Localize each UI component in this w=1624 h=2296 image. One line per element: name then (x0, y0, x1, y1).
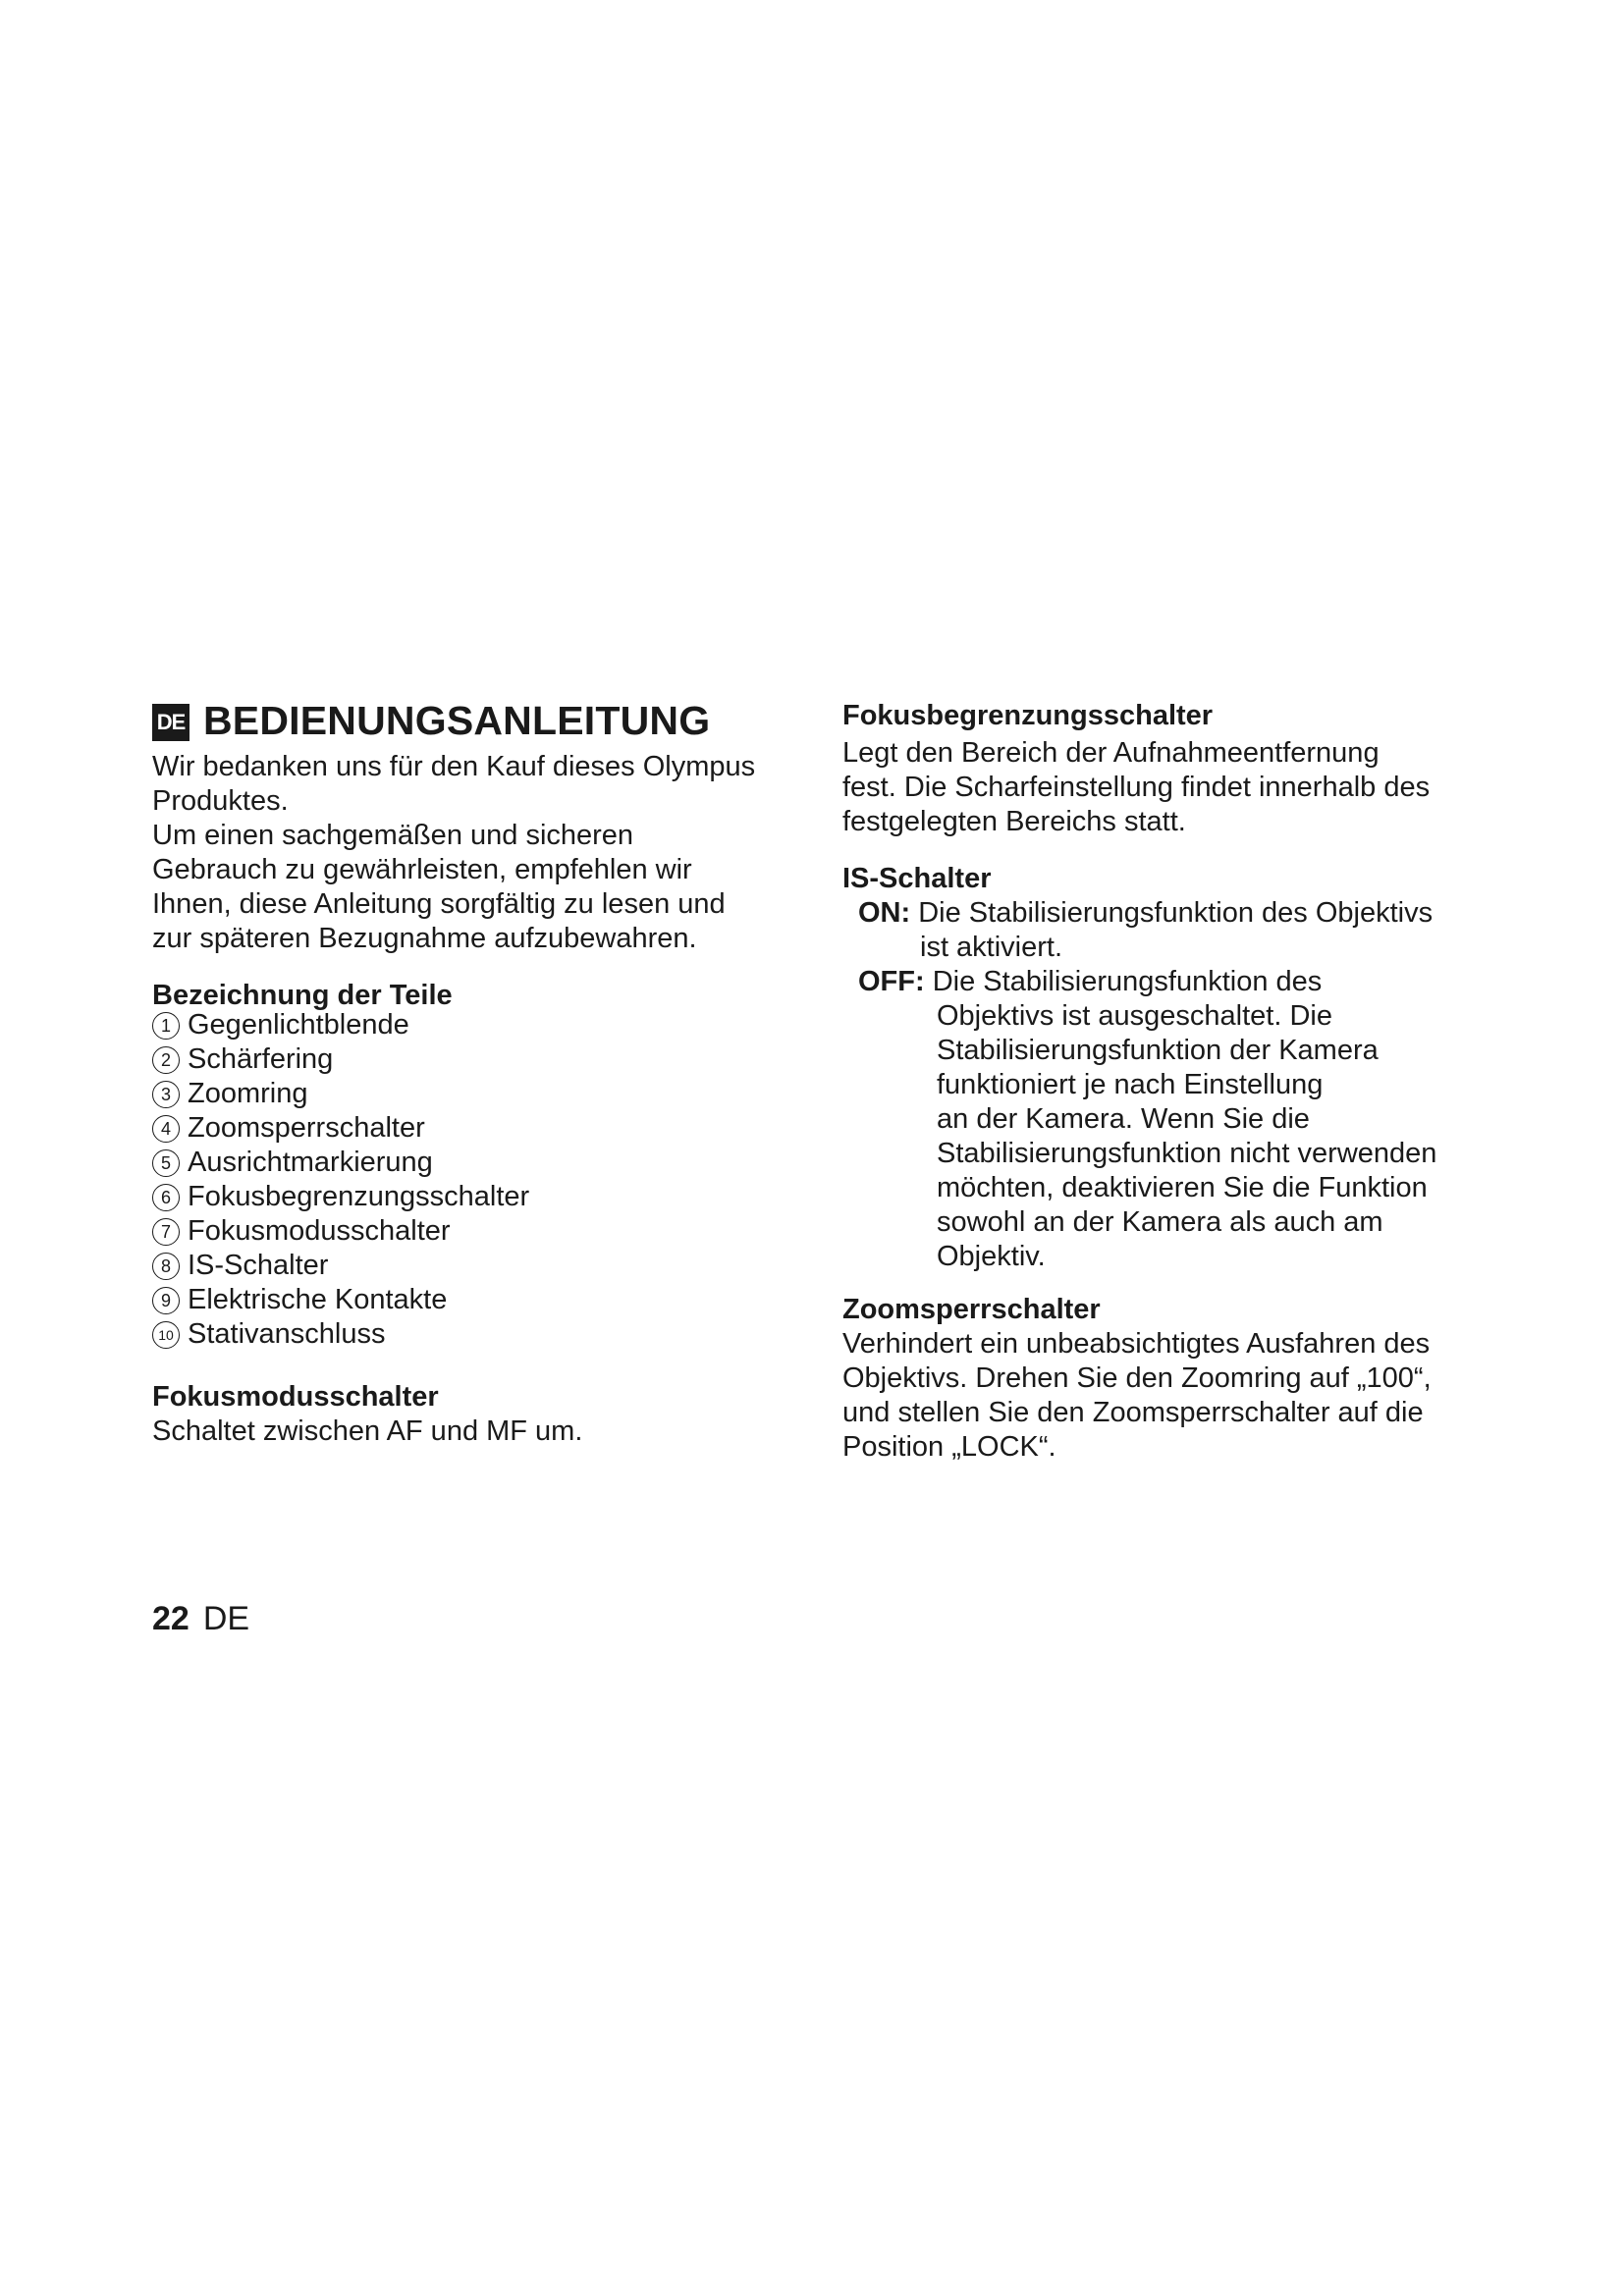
focus-limit-line: Legt den Bereich der Aufnahmeentfernung (842, 737, 1380, 769)
intro-line: Gebrauch zu gewährleisten, empfehlen wir (152, 854, 692, 885)
intro-line: Ihnen, diese Anleitung sorgfältig zu lesen und (152, 888, 726, 920)
language-badge-icon: DE (152, 704, 189, 741)
focus-mode-heading: Fokusmodusschalter (152, 1381, 439, 1413)
focus-limit-line: festgelegten Bereichs statt. (842, 806, 1186, 837)
is-on-text: Die Stabilisierungsfunktion des Objektivs (918, 897, 1434, 929)
parts-heading: Bezeichnung der Teile (152, 980, 453, 1011)
intro-line: Um einen sachgemäßen und sicheren (152, 820, 634, 851)
is-off-label: OFF: (858, 966, 925, 997)
intro-line: Produktes. (152, 785, 289, 817)
is-off-row (858, 965, 1322, 999)
part-label: Zoomring (188, 1078, 308, 1109)
list-item (152, 1077, 529, 1111)
part-label: Zoomsperrschalter (188, 1112, 425, 1144)
list-item (152, 1042, 529, 1077)
part-label: Elektrische Kontakte (188, 1284, 448, 1315)
is-off-text-cont: möchten, deaktivieren Sie die Funktion (937, 1172, 1428, 1203)
is-switch-heading: IS-Schalter (842, 863, 992, 894)
part-label: Ausrichtmarkierung (188, 1147, 433, 1178)
number-circle-icon: 1 (152, 1012, 180, 1040)
is-off-text-cont: Objektivs ist ausgeschaltet. Die (937, 1000, 1332, 1032)
part-label: Fokusbegrenzungsschalter (188, 1181, 530, 1212)
is-off-text-cont: funktioniert je nach Einstellung (937, 1069, 1324, 1100)
focus-limit-line: fest. Die Scharfeinstellung findet innerhalb des (842, 772, 1431, 803)
list-item (152, 1146, 529, 1180)
list-item (152, 1317, 529, 1352)
zoom-lock-line: Verhindert ein unbeabsichtigtes Ausfahren des (842, 1328, 1431, 1360)
zoom-lock-heading: Zoomsperrschalter (842, 1294, 1101, 1325)
number-circle-icon: 4 (152, 1115, 180, 1143)
number-circle-icon: 3 (152, 1081, 180, 1108)
is-on-text-cont: ist aktiviert. (920, 932, 1063, 963)
page-footer (152, 1600, 249, 1638)
is-on-label: ON: (858, 897, 911, 929)
zoom-lock-line: Position „LOCK“. (842, 1431, 1056, 1463)
list-item (152, 1180, 529, 1214)
focus-mode-text: Schaltet zwischen AF und MF um. (152, 1415, 583, 1447)
part-label: Schärfering (188, 1043, 334, 1075)
list-item (152, 1214, 529, 1249)
document-title: BEDIENUNGSANLEITUNG (203, 698, 711, 743)
page-number: 22 (152, 1600, 189, 1637)
zoom-lock-line: und stellen Sie den Zoomsperrschalter auf die (842, 1397, 1424, 1428)
is-off-text: Die Stabilisierungsfunktion des (932, 966, 1323, 997)
is-off-text-cont: Objektiv. (937, 1241, 1046, 1272)
part-label: Stativanschluss (188, 1318, 386, 1350)
zoom-lock-line: Objektivs. Drehen Sie den Zoomring auf „100“, (842, 1362, 1432, 1394)
number-circle-icon: 6 (152, 1184, 180, 1211)
focus-limit-heading: Fokusbegrenzungsschalter (842, 700, 1214, 731)
page-language: DE (202, 1600, 250, 1637)
intro-line: Wir bedanken uns für den Kauf dieses Olympus (152, 751, 756, 782)
is-off-text-cont: sowohl an der Kamera als auch am (937, 1206, 1383, 1238)
is-off-text-cont: Stabilisierungsfunktion nicht verwenden (937, 1138, 1437, 1169)
number-circle-icon: 2 (152, 1046, 180, 1074)
part-label: Fokusmodusschalter (188, 1215, 451, 1247)
list-item (152, 1283, 529, 1317)
number-circle-icon: 7 (152, 1218, 180, 1246)
is-on-row (858, 896, 1433, 931)
list-item (152, 1008, 529, 1042)
is-off-text-cont: Stabilisierungsfunktion der Kamera (937, 1035, 1379, 1066)
parts-list (152, 1008, 529, 1352)
is-off-text-cont: an der Kamera. Wenn Sie die (937, 1103, 1310, 1135)
list-item (152, 1111, 529, 1146)
part-label: Gegenlichtblende (188, 1009, 409, 1041)
document-title-row (152, 698, 710, 744)
list-item (152, 1249, 529, 1283)
number-circle-icon: 8 (152, 1253, 180, 1280)
number-circle-icon: 5 (152, 1149, 180, 1177)
part-label: IS-Schalter (188, 1250, 329, 1281)
number-circle-icon: 10 (152, 1321, 180, 1349)
intro-line: zur späteren Bezugnahme aufzubewahren. (152, 923, 697, 954)
number-circle-icon: 9 (152, 1287, 180, 1314)
